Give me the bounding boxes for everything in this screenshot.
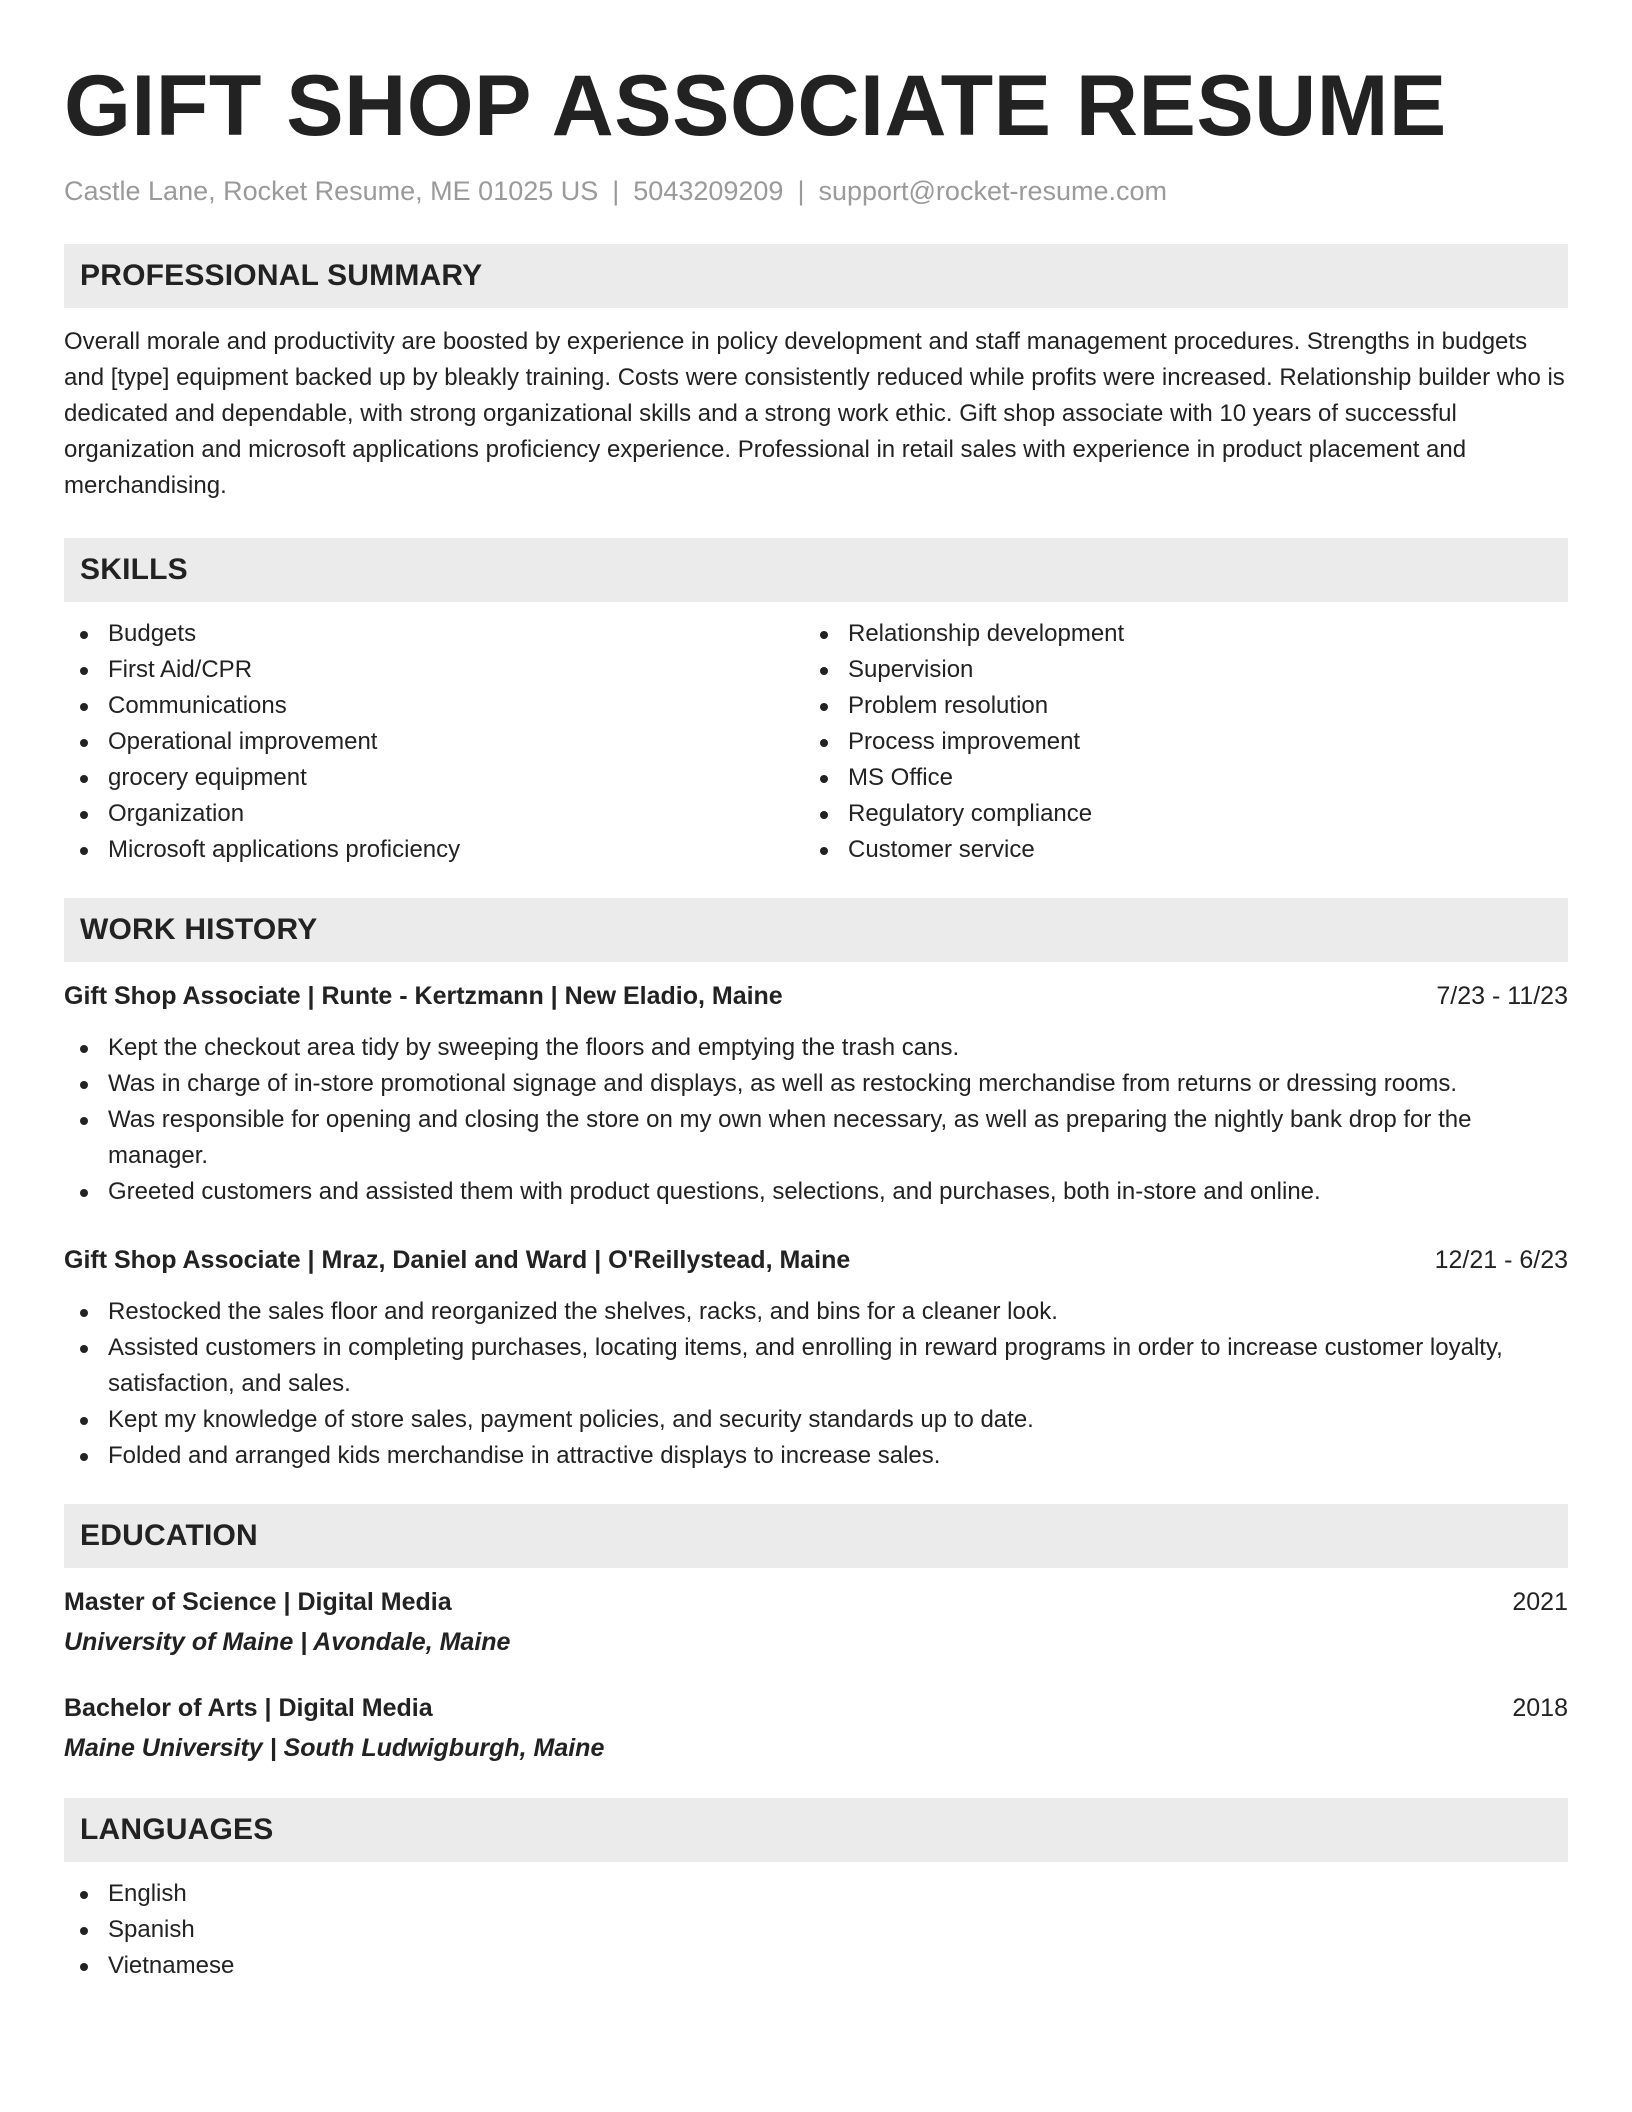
education-entry [64,1690,1568,1766]
skill-item: Process improvement [804,724,1544,760]
contact-line [64,174,1568,208]
languages-heading: LANGUAGES [64,1798,1568,1862]
job-dates: 12/21 - 6/23 [1434,1246,1568,1274]
resume-title: GIFT SHOP ASSOCIATE RESUME [64,58,1447,154]
job-bullet: Restocked the sales floor and reorganized the shelves, racks, and bins for a cleaner look. [64,1294,1568,1330]
skill-item: Budgets [64,616,804,652]
contact-email: support@rocket-resume.com [818,176,1167,206]
skill-item: Problem resolution [804,688,1544,724]
job-bullet: Greeted customers and assisted them with product questions, selections, and purchases, both in-store and online. [64,1174,1568,1210]
job-header [64,978,1568,1014]
education-header [64,1584,1568,1620]
job-title: Gift Shop Associate | Runte - Kertzmann | New Eladio, Maine [64,982,783,1010]
skill-item: First Aid/CPR [64,652,804,688]
language-item: Vietnamese [64,1948,1568,1984]
languages-list [64,1876,1568,1984]
contact-separator: | [612,176,620,206]
education-degree: Master of Science | Digital Media [64,1588,452,1616]
skills-left-list [64,616,804,868]
skill-item: Relationship development [804,616,1544,652]
education-year: 2018 [1512,1694,1568,1722]
job-bullet: Folded and arranged kids merchandise in attractive displays to increase sales. [64,1438,1568,1474]
job-bullets [64,1294,1568,1474]
education-school: University of Maine | Avondale, Maine [64,1628,511,1656]
summary-text: Overall morale and productivity are boosted by experience in policy development and staff management procedures. Strengths in budgets and [type] equipment backed up by bleakly training. Costs were consistently reduced while profits were increased. Relationship builder who is dedicated and dependable, with strong organizational skills and a strong work ethic. Gift shop associate with 10 years of successful organization and microsoft applications proficiency experience. Professional in retail sales with experience in product placement and merchandising. [64,328,1565,499]
language-item: English [64,1876,1568,1912]
education-degree: Bachelor of Arts | Digital Media [64,1694,433,1722]
job-bullet: Assisted customers in completing purchases, locating items, and enrolling in reward programs in order to increase customer loyalty, satisfaction, and sales. [64,1330,1568,1402]
job-bullet: Was in charge of in-store promotional signage and displays, as well as restocking merchandise from returns or dressing rooms. [64,1066,1568,1102]
skill-item: Customer service [804,832,1544,868]
skill-item: Regulatory compliance [804,796,1544,832]
job-title: Gift Shop Associate | Mraz, Daniel and Ward | O'Reillystead, Maine [64,1246,851,1274]
job-dates: 7/23 - 11/23 [1436,982,1568,1010]
education-year: 2021 [1512,1588,1568,1616]
job-header [64,1242,1568,1278]
skill-item: Microsoft applications proficiency [64,832,804,868]
job-entry [64,978,1568,1210]
skill-item: Supervision [804,652,1544,688]
contact-separator: | [797,176,805,206]
education-school: Maine University | South Ludwigburgh, Maine [64,1734,605,1762]
skill-item: Communications [64,688,804,724]
contact-phone: 5043209209 [633,176,784,206]
summary-heading: PROFESSIONAL SUMMARY [64,244,1568,308]
language-item: Spanish [64,1912,1568,1948]
education-heading: EDUCATION [64,1504,1568,1568]
job-bullet: Kept the checkout area tidy by sweeping the floors and emptying the trash cans. [64,1030,1568,1066]
skill-item: Organization [64,796,804,832]
skill-item: MS Office [804,760,1544,796]
skill-item: grocery equipment [64,760,804,796]
education-entry [64,1584,1568,1660]
job-bullet: Kept my knowledge of store sales, payment policies, and security standards up to date. [64,1402,1568,1438]
job-bullets [64,1030,1568,1210]
job-entry [64,1242,1568,1474]
job-bullet: Was responsible for opening and closing the store on my own when necessary, as well as preparing the nightly bank drop for the manager. [64,1102,1568,1174]
skills-right-list [804,616,1544,868]
work-history-heading: WORK HISTORY [64,898,1568,962]
skills-grid [64,616,1568,868]
contact-address: Castle Lane, Rocket Resume, ME 01025 US [64,176,599,206]
skill-item: Operational improvement [64,724,804,760]
skills-heading: SKILLS [64,538,1568,602]
education-header [64,1690,1568,1726]
